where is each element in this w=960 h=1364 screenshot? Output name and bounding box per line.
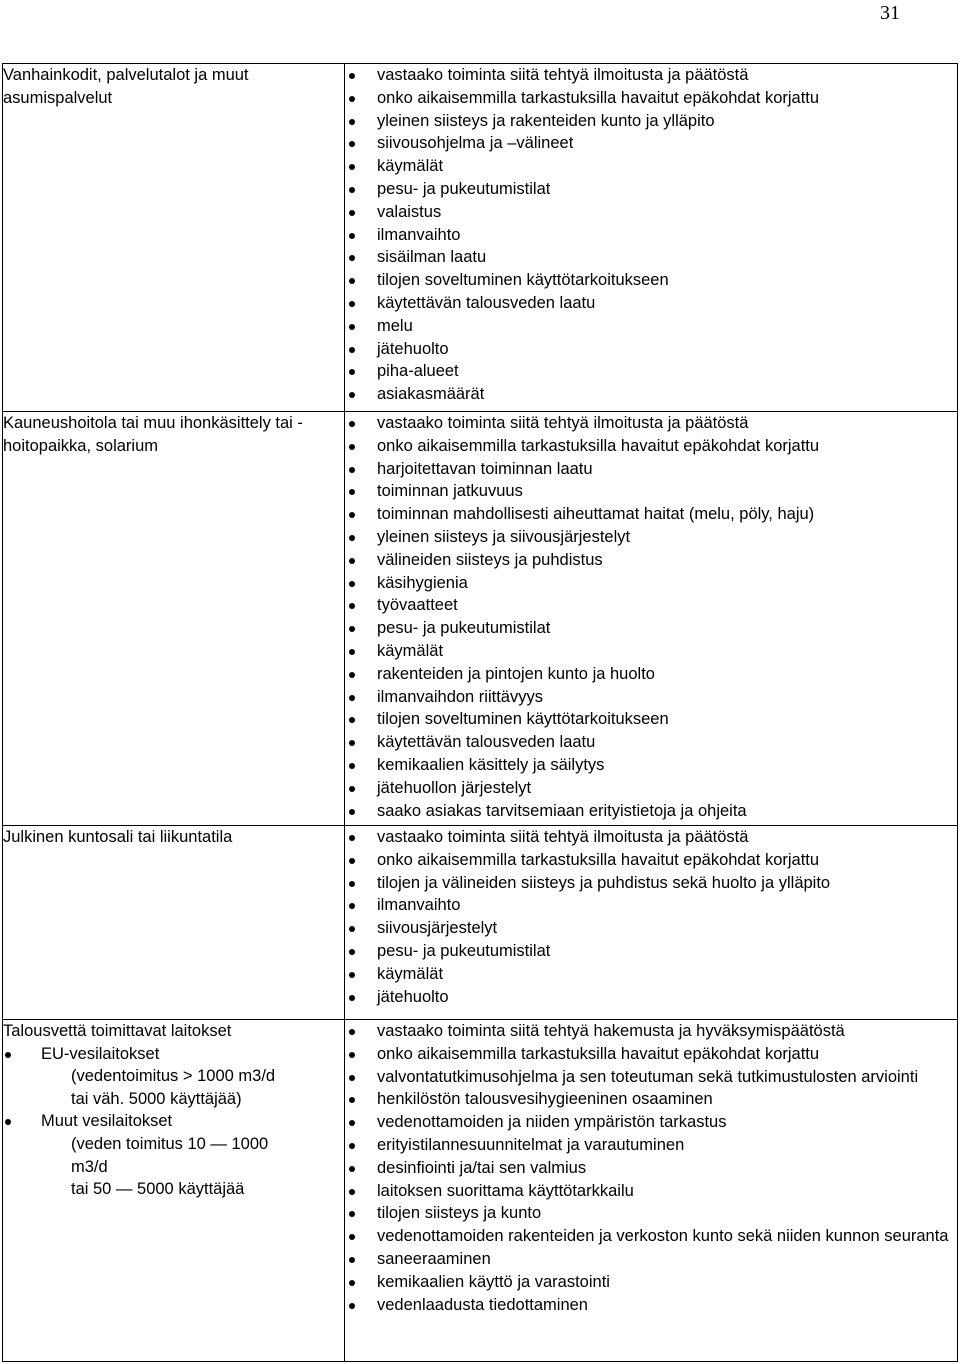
list-item: sisäilman laatu	[345, 246, 957, 269]
list-item: rakenteiden ja pintojen kunto ja huolto	[345, 663, 957, 686]
list-item: laitoksen suorittama käyttötarkkailu	[345, 1180, 957, 1203]
list-item: käsihygienia	[345, 572, 957, 595]
list-item: tilojen soveltuminen käyttötarkoitukseen	[345, 269, 957, 292]
list-item: melu	[345, 315, 957, 338]
checklist	[345, 1020, 957, 1316]
list-item	[3, 1110, 344, 1200]
list-item: onko aikaisemmilla tarkastuksilla havaitut epäkohdat korjattu	[345, 435, 957, 458]
facility-type-cell	[3, 64, 345, 412]
checklist-cell	[345, 412, 958, 826]
facility-type-cell	[3, 826, 345, 1020]
facility-type-cell	[3, 1020, 345, 1362]
list-item: vedenottamoiden ja niiden ympäristön tarkastus	[345, 1111, 957, 1134]
list-item: yleinen siisteys ja rakenteiden kunto ja ylläpito	[345, 110, 957, 133]
list-item: valvontatutkimusohjelma ja sen toteutuman sekä tutkimustulosten arviointi	[345, 1066, 957, 1089]
list-item: työvaatteet	[345, 594, 957, 617]
facility-type-label: Talousvettä toimittavat laitokset	[3, 1022, 232, 1040]
checklist-cell	[345, 1020, 958, 1362]
list-item: tilojen soveltuminen käyttötarkoitukseen	[345, 708, 957, 731]
table-row	[3, 64, 958, 412]
checklist-cell	[345, 826, 958, 1020]
checklist	[345, 412, 957, 822]
list-item: käytettävän talousveden laatu	[345, 292, 957, 315]
list-item: kemikaalien käyttö ja varastointi	[345, 1271, 957, 1294]
subtype-name: EU-vesilaitokset	[41, 1044, 160, 1063]
list-item: toiminnan jatkuvuus	[345, 480, 957, 503]
list-item: siivousjärjestelyt	[345, 917, 957, 940]
list-item: pesu- ja pukeutumistilat	[345, 178, 957, 201]
facility-type-label: Julkinen kuntosali tai liikuntatila	[3, 828, 233, 846]
facility-type-label: Kauneushoitola tai muu ihonkäsittely tai -hoitopaikka, solarium	[3, 414, 303, 455]
facility-type-label: Vanhainkodit, palvelutalot ja muut asumispalvelut	[3, 66, 249, 107]
facility-type-cell	[3, 412, 345, 826]
list-item: tilojen siisteys ja kunto	[345, 1202, 957, 1225]
list-item: vastaako toiminta siitä tehtyä hakemusta ja hyväksymispäätöstä	[345, 1020, 957, 1043]
list-item: vastaako toiminta siitä tehtyä ilmoitusta ja päätöstä	[345, 64, 957, 87]
list-item: tilojen ja välineiden siisteys ja puhdistus sekä huolto ja ylläpito	[345, 872, 957, 895]
table-row	[3, 412, 958, 826]
list-item: toiminnan mahdollisesti aiheuttamat haitat (melu, pöly, haju)	[345, 503, 957, 526]
facility-subtype-list	[3, 1043, 344, 1201]
subtype-detail: m3/d	[71, 1157, 108, 1176]
list-item: jätehuollon järjestelyt	[345, 777, 957, 800]
list-item: jätehuolto	[345, 338, 957, 361]
list-item: valaistus	[345, 201, 957, 224]
list-item: onko aikaisemmilla tarkastuksilla havaitut epäkohdat korjattu	[345, 1043, 957, 1066]
list-item: pesu- ja pukeutumistilat	[345, 940, 957, 963]
table-row	[3, 826, 958, 1020]
subtype-detail: (vedentoimitus > 1000 m3/d	[71, 1067, 276, 1086]
list-item: harjoitettavan toiminnan laatu	[345, 458, 957, 481]
list-item: asiakasmäärät	[345, 383, 957, 406]
list-item: yleinen siisteys ja siivousjärjestelyt	[345, 526, 957, 549]
list-item: vastaako toiminta siitä tehtyä ilmoitusta ja päätöstä	[345, 412, 957, 435]
subtype-name: Muut vesilaitokset	[41, 1112, 173, 1131]
list-item: kemikaalien käsittely ja säilytys	[345, 754, 957, 777]
list-item: siivousohjelma ja –välineet	[345, 132, 957, 155]
list-item	[3, 1043, 344, 1111]
list-item: vedenottamoiden rakenteiden ja verkoston kunto sekä niiden kunnon seuranta	[345, 1225, 957, 1248]
list-item: saako asiakas tarvitsemiaan erityistietoja ja ohjeita	[345, 800, 957, 823]
list-item: henkilöstön talousvesihygieeninen osaaminen	[345, 1088, 957, 1111]
list-item: piha-alueet	[345, 360, 957, 383]
subtype-detail: tai 50 — 5000 käyttäjää	[71, 1180, 245, 1199]
checklist	[345, 64, 957, 406]
list-item: erityistilannesuunnitelmat ja varautuminen	[345, 1134, 957, 1157]
list-item: käytettävän talousveden laatu	[345, 731, 957, 754]
subtype-detail: (veden toimitus 10 — 1000	[71, 1134, 269, 1153]
list-item: ilmanvaihdon riittävyys	[345, 686, 957, 709]
list-item: saneeraaminen	[345, 1248, 957, 1271]
list-item: ilmanvaihto	[345, 224, 957, 247]
checklist-cell	[345, 64, 958, 412]
list-item: onko aikaisemmilla tarkastuksilla havaitut epäkohdat korjattu	[345, 87, 957, 110]
list-item: välineiden siisteys ja puhdistus	[345, 549, 957, 572]
list-item: vastaako toiminta siitä tehtyä ilmoitusta ja päätöstä	[345, 826, 957, 849]
list-item: pesu- ja pukeutumistilat	[345, 617, 957, 640]
list-item: vedenlaadusta tiedottaminen	[345, 1294, 957, 1317]
page-number: 31	[880, 2, 900, 24]
list-item: käymälät	[345, 640, 957, 663]
list-item: jätehuolto	[345, 986, 957, 1009]
list-item: onko aikaisemmilla tarkastuksilla havaitut epäkohdat korjattu	[345, 849, 957, 872]
list-item: käymälät	[345, 155, 957, 178]
list-item: desinfiointi ja/tai sen valmius	[345, 1157, 957, 1180]
subtype-detail: tai väh. 5000 käyttäjää)	[71, 1089, 242, 1108]
list-item: käymälät	[345, 963, 957, 986]
table-row	[3, 1020, 958, 1362]
checklist	[345, 826, 957, 1008]
list-item: ilmanvaihto	[345, 894, 957, 917]
inspection-requirements-table	[2, 63, 958, 1362]
